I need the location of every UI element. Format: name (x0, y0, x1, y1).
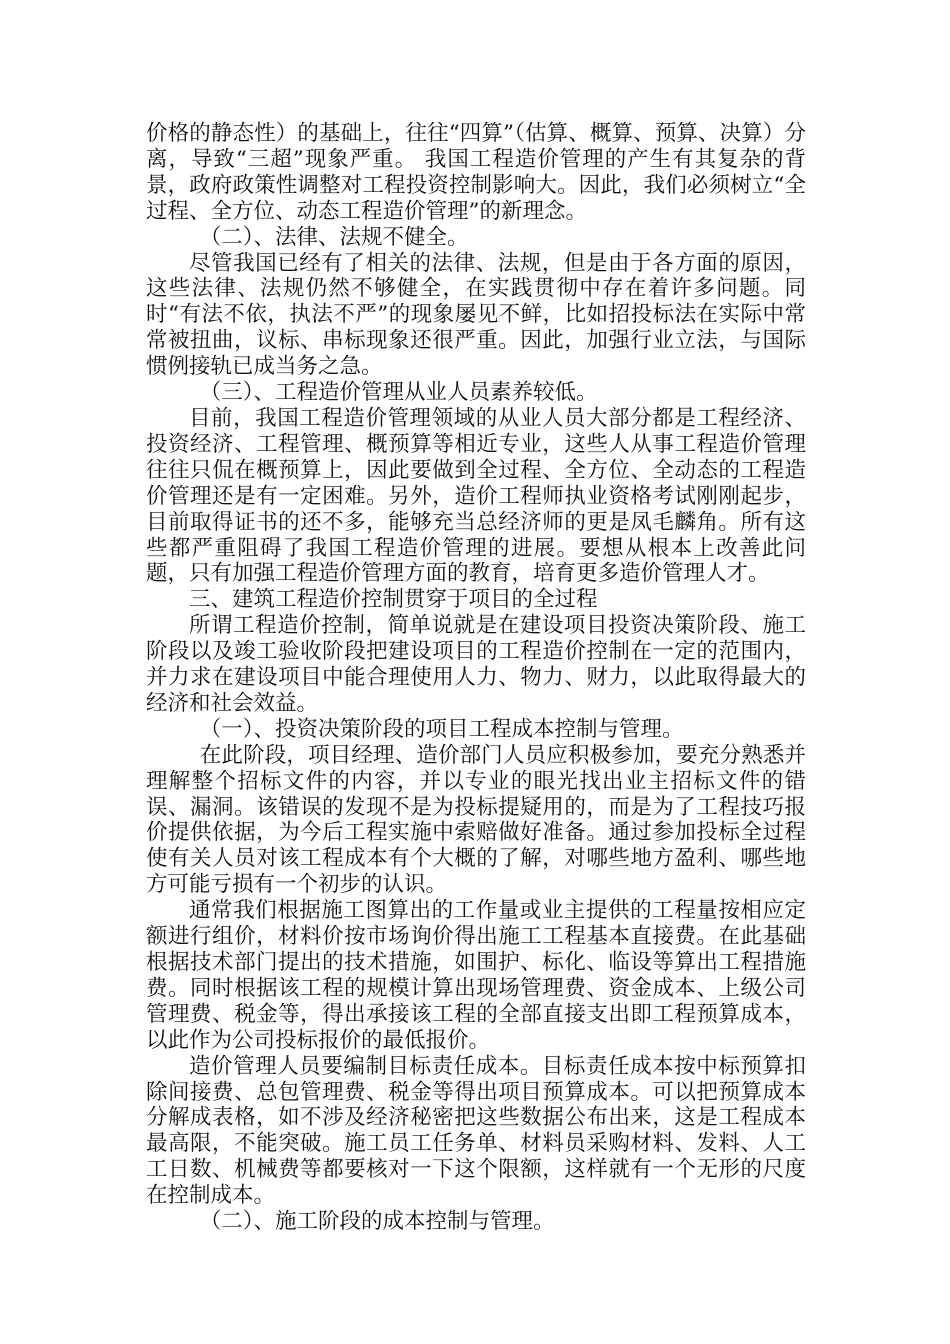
paragraph-cost-control-definition: 所谓工程造价控制，简单说就是在建设项目投资决策阶段、施工阶段以及竣工验收阶段把建设项目的工程造价控制在一定的范围内，并力求在建设项目中能合理使用人力、物力、财力，以此取得最大的经济和社会效益。 (146, 613, 806, 716)
paragraph-laws: 尽管我国已经有了相关的法律、法规，但是由于各方面的原因，这些法律、法规仍然不够健全，在实践贯彻中存在着许多问题。同时“有法不依，执法不严”的现象屡见不鲜，比如招投标法在实际中常常被扭曲，议标、串标现象还很严重。因此，加强行业立法，与国际惯例接轨已成当务之急。 (146, 250, 806, 380)
paragraph-staff: 目前，我国工程造价管理领域的从业人员大部分都是工程经济、投资经济、工程管理、概预算等相近专业，这些人从事工程造价管理往往只侃在概预算上，因此要做到全过程、全方位、全动态的工程造价管理还是有一定困难。另外，造价工程师执业资格考试刚刚起步，目前取得证书的还不多，能够充当总经济师的更是凤毛麟角。所有这些都严重阻碍了我国工程造价管理的进展。要想从根本上改善此问题，只有加强工程造价管理方面的教育，培育更多造价管理人才。 (146, 405, 806, 587)
heading-investment-decision-stage: （一）、投资决策阶段的项目工程成本控制与管理。 (199, 716, 684, 742)
heading-laws-incomplete: （二）、法律、法规不健全。 (199, 224, 469, 250)
document-body (146, 121, 806, 1235)
heading-construction-stage: （二）、施工阶段的成本控制与管理。 (199, 1209, 555, 1235)
paragraph-bidding-stage: 在此阶段，项目经理、造价部门人员应积极参加，要充分熟悉并理解整个招标文件的内容，并以专业的眼光找出业主招标文件的错误、漏洞。该错误的发现不是为投标提疑用的，而是为了工程技巧报价提供依据，为今后工程实施中索赔做好准备。通过参加投标全过程使有关人员对该工程成本有个大概的了解，对哪些地方盈利、哪些地方可能亏损有一个初步的认识。 (146, 742, 806, 898)
paragraph-target-cost: 造价管理人员要编制目标责任成本。目标责任成本按中标预算扣除间接费、总包管理费、税金等得出项目预算成本。可以把预算成本分解成表格，如不涉及经济秘密把这些数据公布出来，这是工程成本最高限，不能突破。施工员工任务单、材料员采购材料、发料、人工工日数、机械费等都要核对一下这个限额，这样就有一个无形的尺度在控制成本。 (146, 1053, 806, 1209)
section-heading-full-process: 三、建筑工程造价控制贯穿于项目的全过程 (189, 587, 598, 613)
paragraph-budget-cost: 通常我们根据施工图算出的工作量或业主提供的工程量按相应定额进行组价，材料价按市场询价得出施工工程基本直接费。在此基础根据技术部门提出的技术措施，如围护、标化、临设等算出工程措施费。同时根据该工程的规模计算出现场管理费、资金成本、上级公司管理费、税金等，得出承接该工程的全部直接支出即工程预算成本，以此作为公司投标报价的最低报价。 (146, 898, 806, 1053)
paragraph-static-pricing: 价格的静态性）的基础上，往往“四算”（估算、概算、预算、决算）分离，导致“三超”现象严重。 我国工程造价管理的产生有其复杂的背景，政府政策性调整对工程投资控制影响大。因此，我们必须树立“全过程、全方位、动态工程造价管理”的新理念。 (146, 121, 806, 224)
heading-staff-quality: （三）、工程造价管理从业人员素养较低。 (199, 380, 598, 406)
